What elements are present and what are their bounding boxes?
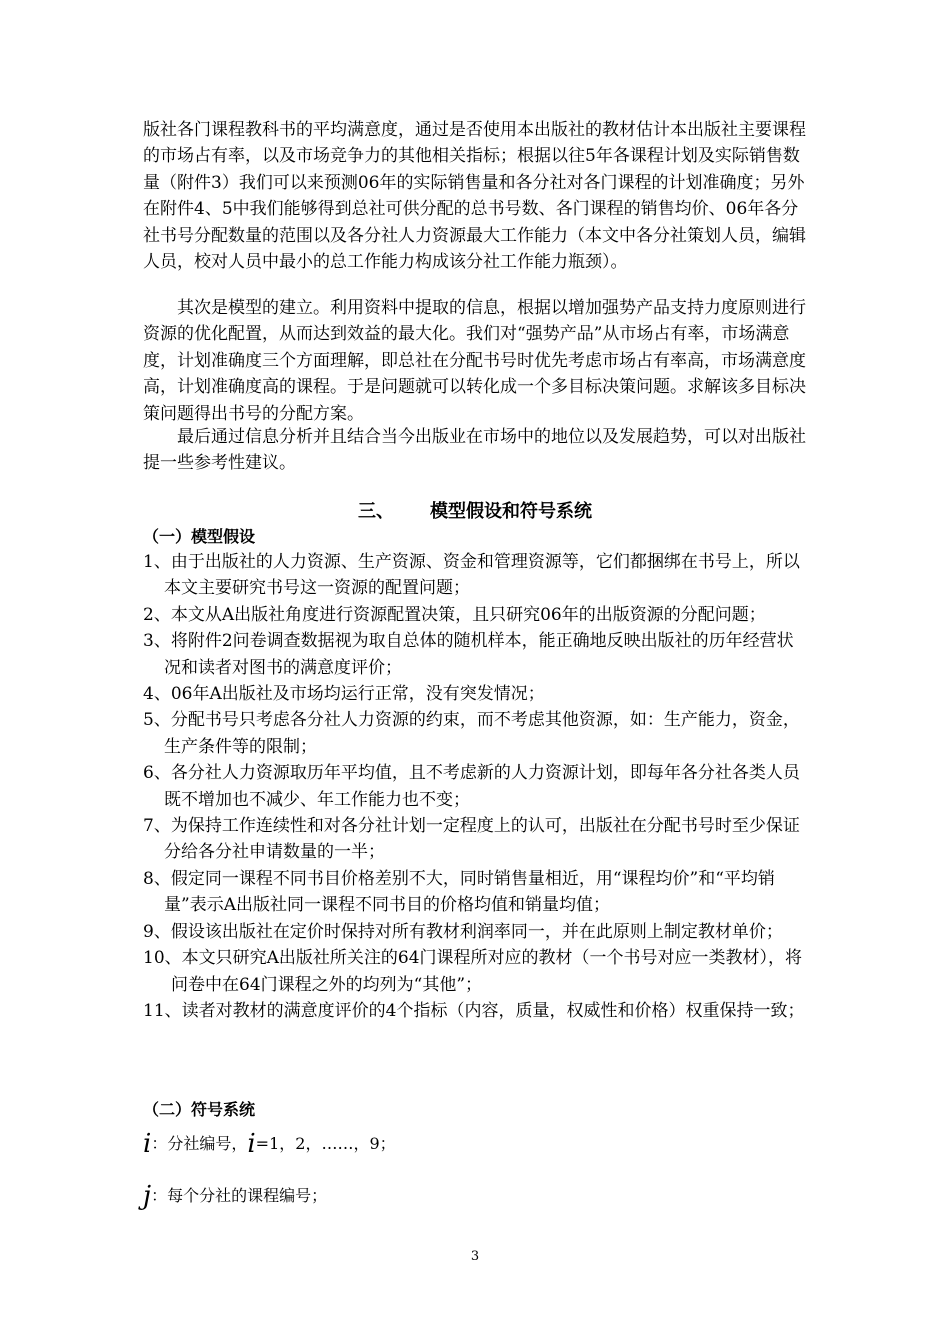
symbol-i-description: ：分社编号， <box>151 1134 248 1153</box>
section-heading <box>0 497 950 523</box>
symbol-i: i <box>247 1129 256 1159</box>
section-number: 三、 <box>358 501 394 522</box>
list-item: 10、本文只研究A出版社所关注的64门课程所对应的教材（一个书号对应一类教材），将问卷中在64门课程之外的均列为“其他”； <box>143 948 803 995</box>
list-item: 6、各分社人力资源取历年平均值，且不考虑新的人力资源计划，即每年各分社各类人员既不增加也不减少、年工作能力也不变； <box>143 763 800 810</box>
symbol-j: j <box>143 1181 152 1211</box>
list-item: 3、将附件2问卷调查数据视为取自总体的随机样本，能正确地反映出版社的历年经营状况和读者对图书的满意度评价； <box>143 631 794 678</box>
section-title: 模型假设和符号系统 <box>430 501 592 522</box>
list-item: 9、假设该出版社在定价时保持对所有教材利润率同一，并在此原则上制定教材单价； <box>143 921 783 942</box>
list-item: 4、06年A出版社及市场均运行正常，没有突发情况； <box>143 684 545 705</box>
list-item: 11、读者对教材的满意度评价的4个指标（内容，质量，权威性和价格）权重保持一致； <box>143 1000 805 1021</box>
symbols-title: （二）符号系统 <box>143 1100 256 1119</box>
symbol-j-description: ：每个分社的课程编号； <box>151 1186 328 1205</box>
list-item: 8、假定同一课程不同书目价格差别不大，同时销售量相近，用“课程均价”和“平均销量”表示A出版社同一课程不同书目的价格均值和销量均值； <box>143 868 775 916</box>
assumptions-title: （一）模型假设 <box>143 527 256 546</box>
list-item: 5、分配书号只考虑各分社人力资源的约束，而不考虑其他资源，如：生产能力，资金，生产条件等的限制； <box>143 710 800 757</box>
symbol-i: i <box>143 1129 152 1159</box>
intro-paragraph: 版社各门课程教科书的平均满意度，通过是否使用本出版社的教材估计本出版社主要课程的市场占有率，以及市场竞争力的其他相关指标；根据以往5年各课程计划及实际销售数量（附件3）我们可以来预测06年的实际销售量和各分社对各门课程的计划准确度；另外在附件4、5中我们能够得到总社可供分配的总书号数、各门课程的销售均价、06年各分社书号分配数量的范围以及各分社人力资源最大工作能力（本文中各分社策划人员，编辑人员，校对人员中最小的总工作能力构成该分社工作能力瓶颈）。 <box>143 120 806 273</box>
page-number: 3 <box>470 1249 480 1264</box>
list-item: 1、由于出版社的人力资源、生产资源、资金和管理资源等，它们都捆绑在书号上，所以本文主要研究书号这一资源的配置问题； <box>143 552 800 599</box>
symbol-i-definition <box>143 1129 396 1159</box>
list-item: 2、本文从A出版社角度进行资源配置决策，且只研究06年的出版资源的分配问题； <box>143 604 766 625</box>
assumptions-list <box>143 549 809 1024</box>
list-item: 7、为保持工作连续性和对各分社计划一定程度上的认可，出版社在分配书号时至少保证分给各分社申请数量的一半； <box>143 816 800 863</box>
model-paragraph: 其次是模型的建立。利用资料中提取的信息，根据以增加强势产品支持力度原则进行资源的优化配置，从而达到效益的最大化。我们对“强势产品”从市场占有率，市场满意度，计划准确度三个方面理解，即总社在分配书号时优先考虑市场占有率高，市场满意度高，计划准确度高的课程。于是问题就可以转化成一个多目标决策问题。求解该多目标决策问题得出书号的分配方案。 <box>143 298 806 424</box>
symbol-i-range: =1，2，……，9； <box>255 1134 396 1153</box>
symbol-j-definition <box>143 1181 327 1211</box>
conclusion-paragraph: 最后通过信息分析并且结合当今出版业在市场中的地位以及发展趋势，可以对出版社提一些参考性建议。 <box>143 427 806 474</box>
